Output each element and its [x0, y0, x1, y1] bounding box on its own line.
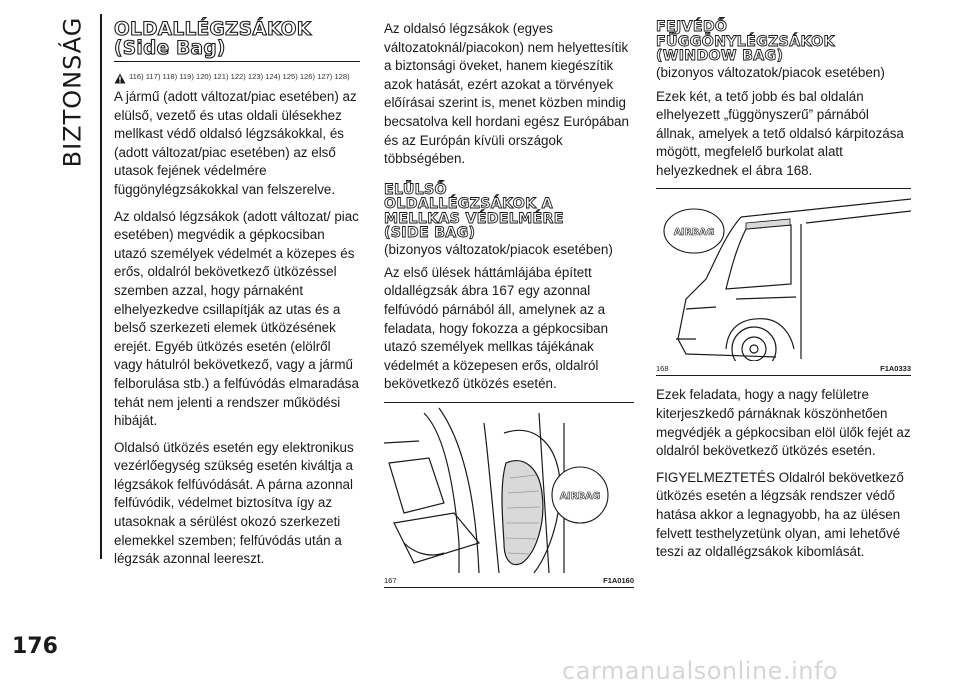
figure-code: F1A0333 [880, 364, 911, 374]
warning-reference-numbers: 116) 117) 118) 119) 120) 121) 122) 123) 124) 125) 126) 127) 128) [129, 72, 350, 81]
warning-paragraph: FIGYELMEZTETÉS Oldalról bekövetkező ütközés esetén a légzsák rendszer védő hatása akkor a legnagyobb, ha az ülésen felvett testhelyzetünk olyan, ami lehetővé teszi az oldallégzsákok kibomlását. [656, 469, 904, 560]
seat-airbag-illustration [384, 403, 634, 578]
warning-references [114, 72, 360, 84]
van-side-drawing [656, 189, 911, 361]
paragraph: A jármű (adott változat/piac esetében) az elülső, vezető és utas oldali ülésekhez mellkast védő oldalsó légzsákokkal, és (adott változat/piac esetében) az első utasok fejének védelmére függönylégzsákokkal van felszerelve. [114, 89, 357, 197]
window-bag-heading: FEJVÉDŐ FÜGGÖNYLÉGZSÁKOK (WINDOW BAG) [656, 19, 835, 64]
figure-caption [656, 362, 911, 376]
warning-triangle-icon [114, 73, 126, 84]
front-side-airbag-heading: ELÜLSŐ OLDALLÉGZSÁKOK A MELLKAS VÉDELMÉRE (SIDE BAG) [384, 181, 564, 242]
figure-167 [384, 402, 634, 588]
airbag-badge-text: AIRBAG [559, 490, 601, 502]
seat-airbag-drawing [384, 403, 634, 573]
van-window-bag-illustration [656, 189, 911, 366]
paragraph: Ezek két, a tető jobb és bal oldalán elhelyezett „függönyszerű” párnából állnak, amelyek a tető oldalsó kárpitozása mögött, megfelelő burkolat alatt helyezkednek el ábra 168. [656, 88, 904, 178]
paragraph: Oldalsó ütközés esetén egy elektronikus vezérlőegység szükség esetén kiváltja a légzsákok felfúvódását. A párna azonnal felfúvódik, védelmet biztosítva így az utasoknak a sérülést okozó szerkezeti elemekkel szemben; felfúvódás után a légzsák azonnal leereszt. [114, 439, 354, 567]
paragraph: Az oldalsó légzsákok (egyes változatoknál/piacokon) nem helyettesítik a biztonsági öveket, hanem kiegészítik azok hatását, ezért azokat a törvények előírásai szerint is, menet közben mindig becsatolva kell hordani egész Európában és az Európán kívüli országok többségében. [384, 21, 629, 167]
section-side-label [52, 16, 92, 168]
section-label-text: BIZTONSÁG [58, 16, 87, 168]
paragraph: Az első ülések háttámlájába épített oldallégzsák ábra 167 egy azonnal felfúvódó párnából áll, amelynek az a feladata, hogy fokozza a gépkocsiban utazó személyek mellkas tájékának védelmét a közepesen erős, oldalról bekövetkező ütközés esetén. [384, 264, 609, 392]
side-bag-heading: OLDALLÉGZSÁKOK (Side Bag) [114, 19, 312, 59]
figure-number: 168 [656, 364, 669, 374]
figure-code: F1A0160 [603, 575, 634, 585]
column-1 [114, 20, 360, 577]
figure-number: 167 [384, 575, 397, 585]
col1-body [114, 88, 360, 569]
heading-subtitle: (bizonyos változatok/piacok esetében) [384, 241, 613, 257]
column-3 [656, 20, 911, 570]
page-number: 176 [12, 634, 58, 659]
footer-watermark-url: carmanualsonline.info [562, 657, 839, 685]
heading-subtitle: (bizonyos változatok/piacok esetében) [656, 64, 885, 80]
column-2 [384, 20, 634, 588]
paragraph: Az oldalsó légzsákok (adott változat/ piac esetében) megvédik a gépkocsiban utazó személyek védelmét a közepes és erős, oldalról bekövetkező ütközéssel szemben azzal, hogy párnaként elhelyezkedve csillapítják az utas és a belső szerkezeti elemek ütközésének erejét. Egyéb ütközés esetén (elölről vagy hátulról bekövetkező, vagy a jármű felborulása stb.) a felfúvódás elmaradása tehát nem jelenti a rendszer működési hibáját. [114, 208, 359, 429]
paragraph: Ezek feladata, hogy a nagy felületre kiterjeszkedő párnáknak köszönhetően megvédjék a gépkocsiban elöl ülők fejét az oldalról bekövetkező ütközés esetén. [656, 387, 911, 459]
figure-168 [656, 188, 911, 376]
side-rule-divider [100, 14, 102, 559]
airbag-badge-text: AIRBAG [673, 227, 715, 239]
side-bag-heading-block [114, 20, 360, 62]
figure-caption [384, 574, 634, 588]
